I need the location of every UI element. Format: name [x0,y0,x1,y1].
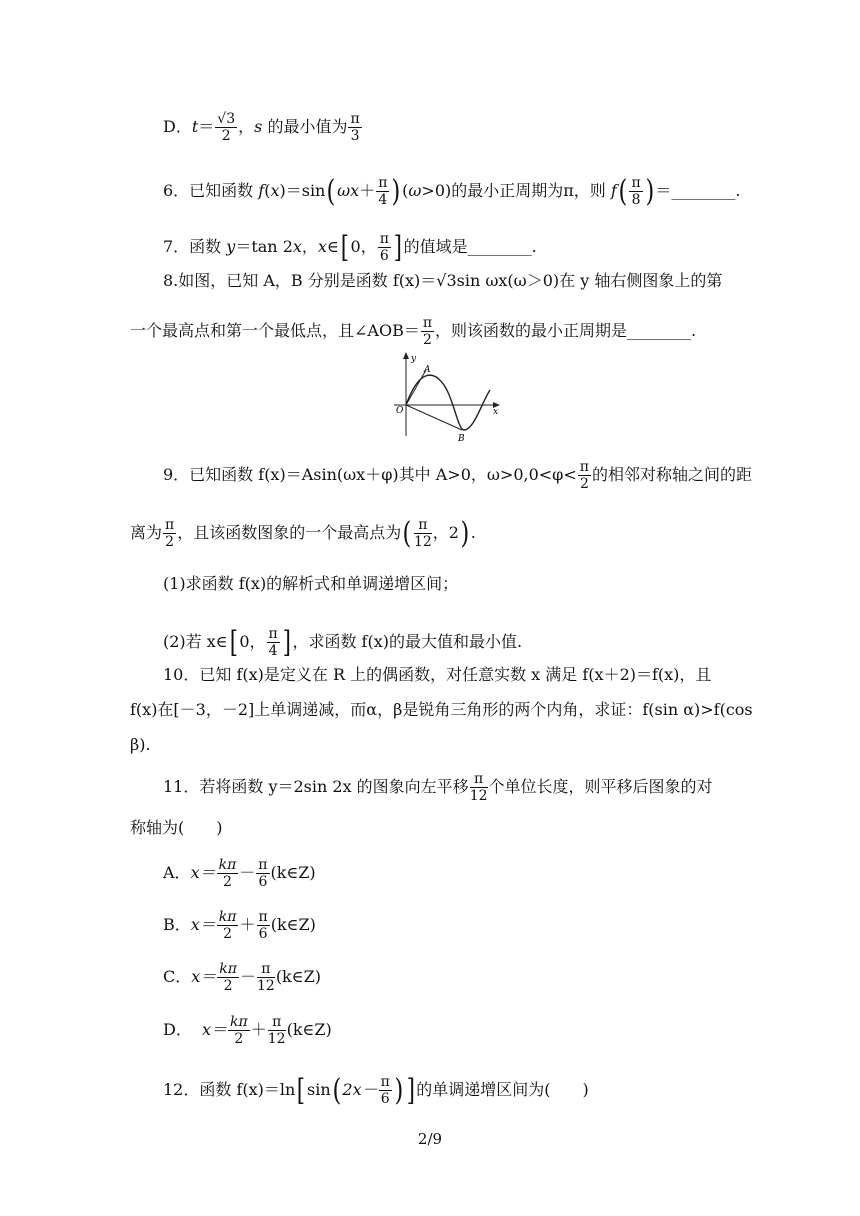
question-9-part-1: (1)求函数 f(x)的解析式和单调递增区间； [163,574,459,593]
fraction: $\frac{k\pi}{2}$ [218,909,237,942]
point-b-label: B [458,434,465,442]
y-axis-label: y [411,354,417,364]
question-9-part-2: (2)若 x∈[ 0， $\frac{\pi}{4}$ ] ，求函数 f(x)的最大值和最小值. [163,624,523,660]
q5-option-d: D．t＝ $\frac{√3}{2}$ ，s 的最小值为 $\frac{\pi}{3}$ [163,111,360,144]
fraction: $\frac{\pi}{4}$ [268,626,278,659]
x-axis-label: x [493,407,499,417]
fraction: $\frac{\pi}{2}$ [422,315,433,348]
fraction: $\frac{\pi}{6}$ [379,231,389,264]
question-11-option-a: A．x＝ $\frac{k\pi}{2}$ － $\frac{\pi}{6}$ (k∈Z) [163,857,316,890]
question-10-line-3: β). [130,735,151,754]
fraction: $\frac{\pi}{2}$ [579,459,589,492]
fraction: $\frac{\pi}{12}$ [267,1014,286,1047]
fraction: $\frac{\pi}{4}$ [378,175,388,208]
question-6: 6．已知函数 f(x)＝sin(ωx＋ $\frac{\pi}{4}$ )(ω>0)的最小正周期为π，则 f( $\frac{\pi}{8}$ )＝________. [163,173,741,209]
question-11-option-b: B．x＝ $\frac{k\pi}{2}$ ＋ $\frac{\pi}{6}$ (k∈Z) [163,909,316,942]
question-11-line-1: 11．若将函数 y＝2sin 2x 的图象向左平移 $\frac{\pi}{12}$ 个单位长度，则平移后图象的对 [163,771,713,804]
fraction: $\frac{\pi}{12}$ [413,517,432,550]
fraction: $\frac{\pi}{12}$ [469,771,488,804]
question-11-option-c: C．x＝ $\frac{k\pi}{2}$ － $\frac{\pi}{12}$ (k∈Z) [163,961,321,994]
question-10-line-2: f(x)在[－3，－2]上单调递减，而α，β是锐角三角形的两个内角，求证：f(sin α)>f(cos [130,700,753,719]
question-8-line-2: 一个最高点和第一个最低点，且∠AOB＝ $\frac{\pi}{2}$ ，则该函数的最小正周期是________. [130,315,697,348]
question-7: 7．函数 y＝tan 2x，x∈[ 0， $\frac{\pi}{6}$ ] 的值域是________. [163,229,537,265]
fraction: $\frac{\pi}{3}$ [350,111,360,144]
fraction: $\frac{\pi}{6}$ [380,1074,390,1107]
fraction: $\frac{\pi}{6}$ [258,909,268,942]
fraction: $\frac{k\pi}{2}$ [218,857,237,890]
question-11-option-d: D． x＝ $\frac{k\pi}{2}$ ＋ $\frac{\pi}{12}$ (k∈Z) [163,1014,332,1047]
fraction: $\frac{\pi}{8}$ [631,175,641,208]
fraction: $\frac{√3}{2}$ [217,111,236,144]
fraction: $\frac{k\pi}{2}$ [219,961,237,994]
fraction: $\frac{\pi}{6}$ [258,857,268,890]
question-12: 12．函数 f(x)＝ln[ sin(2x－ $\frac{\pi}{6}$ ) ] 的单调递增区间为( ) [163,1072,589,1108]
question-10-line-1: 10．已知 f(x)是定义在 R 上的偶函数，对任意实数 x 满足 f(x＋2)＝f(x)，且 [163,665,712,684]
sine-graph-figure [392,350,502,442]
fraction: $\frac{\pi}{2}$ [165,517,175,550]
origin-label: O [396,406,404,416]
question-11-line-2: 称轴为( ) [130,818,223,837]
fraction: $\frac{k\pi}{2}$ [230,1014,248,1047]
point-a-label: A [424,365,431,375]
page-number: 2/9 [417,1130,443,1148]
fraction: $\frac{\pi}{12}$ [256,961,275,994]
question-9-line-1: 9．已知函数 f(x)＝Asin(ωx＋φ)其中 A>0，ω>0,0<φ< $\frac{\pi}{2}$ 的相邻对称轴之间的距 [163,459,753,492]
question-9-line-2: 离为 $\frac{\pi}{2}$ ，且该函数图象的一个最高点为( $\frac{\pi}{12}$ ，2). [130,515,476,551]
question-8-line-1: 8.如图，已知 A，B 分别是函数 f(x)＝√3sin ωx(ω＞0)在 y 轴右侧图象上的第 [163,271,723,290]
